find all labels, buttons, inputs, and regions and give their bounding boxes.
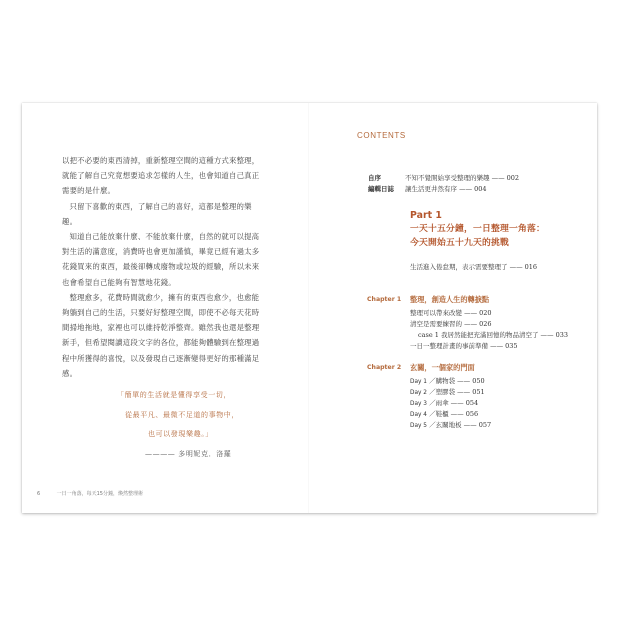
page-footer <box>37 490 143 497</box>
left-page-body <box>62 153 262 381</box>
quote-line: 也可以發現樂趣。」 <box>148 430 213 438</box>
chapter-title[interactable]: 玄關，一個家的門面 <box>410 363 475 372</box>
day-label: Day 5 <box>410 423 427 429</box>
toc-entry-case[interactable]: case 1 我居然能把充滿回憶的物品清空了 —— 033 <box>418 331 569 339</box>
part-title-line: 一天十五分鐘，一日整理一角落： <box>410 224 545 234</box>
day-label: Day 4 <box>410 412 427 418</box>
toc-day-entry[interactable] <box>410 420 491 429</box>
running-title: 一日一角落，每天15分鐘，煥然整理術 <box>56 491 143 497</box>
day-text: ／塑膠袋 —— 051 <box>429 388 485 396</box>
book-gutter <box>308 103 309 513</box>
quote-line: 從最平凡、最微不足道的事物中， <box>125 410 239 419</box>
page-number: 6 <box>37 491 41 497</box>
toc-day-entry[interactable] <box>410 387 485 396</box>
part-title <box>410 222 610 250</box>
toc-preface-row[interactable] <box>368 184 487 193</box>
toc-entry-text: 不知不覺開始享受整理的樂趣 —— 002 <box>405 174 520 182</box>
part-label: Part 1 <box>410 210 442 221</box>
toc-day-entry[interactable] <box>410 409 478 418</box>
day-text: ／鞋櫃 —— 056 <box>429 410 479 418</box>
toc-entry-text: 讓生活更井然有序 —— 004 <box>405 185 487 193</box>
quote-attribution: ———— 多明妮克．洛羅 <box>145 449 232 458</box>
body-paragraph: 以把不必要的東西清掉，重新整理空間的這種方式來整理，就能了解自己究竟想要追求怎樣的人生，也會知道自己真正需要的是什麼。 <box>62 156 260 196</box>
day-text: ／雨傘 —— 054 <box>429 399 479 407</box>
day-text: ／玄關地板 —— 057 <box>429 421 492 429</box>
toc-day-entry[interactable] <box>410 376 485 385</box>
chapter-label: Chapter 1 <box>367 296 402 303</box>
part-title-line: 今天開始五十九天的挑戰 <box>410 238 509 248</box>
toc-day-entry[interactable] <box>410 398 478 407</box>
body-paragraph: 整理愈多，花費時間就愈少，擁有的東西也愈少，也愈能夠躺到自己的生活，只要好好整理空間，即使不必每天花時間掃地拖地，家裡也可以維持乾淨整齊。雖然我也還是整理新手，但希望閱讀這段文字的各位，都能夠體驗到在整理過程中所獲得的喜悅，以及發現自己逐漸變得更好的那種滿足感。 <box>62 292 260 378</box>
day-label: Day 2 <box>410 390 427 396</box>
toc-entry[interactable]: 一日一整理計畫的事前準備 —— 035 <box>410 342 518 350</box>
toc-tag: 編輯日誌 <box>368 185 394 193</box>
quote-line: 「簡單的生活就是懂得享受一切， <box>117 391 231 399</box>
toc-preface-row[interactable] <box>368 173 520 182</box>
chapter-label: Chapter 2 <box>367 364 402 371</box>
body-paragraph: 只留下喜歡的東西，了解自己的喜好，這都是整理的樂趣。 <box>62 201 252 226</box>
day-label: Day 3 <box>410 401 427 407</box>
toc-entry[interactable]: 清空是需要練習的 —— 026 <box>410 320 492 328</box>
pull-quote <box>117 386 267 464</box>
chapter-title[interactable]: 整理，創造人生的轉捩點 <box>410 295 490 304</box>
day-text: ／購物袋 —— 050 <box>429 377 485 385</box>
toc-entry[interactable]: 生活進入倦怠期，表示需要整理了 —— 016 <box>410 263 538 271</box>
day-label: Day 1 <box>410 379 427 385</box>
toc-entry[interactable]: 整理可以帶來改變 —— 020 <box>410 309 492 317</box>
body-paragraph: 知道自己能放棄什麼、不能放棄什麼，自然的就可以提高對生活的滿意度，消費時也會更加謹慎，畢竟已經有過太多花錢買來的東西，最後卻轉成廢物或垃圾的經驗，所以未來也會希望自己能夠有智慧地花錢。 <box>62 232 260 287</box>
contents-heading: CONTENTS <box>357 131 406 140</box>
toc-tag: 自序 <box>368 174 381 182</box>
